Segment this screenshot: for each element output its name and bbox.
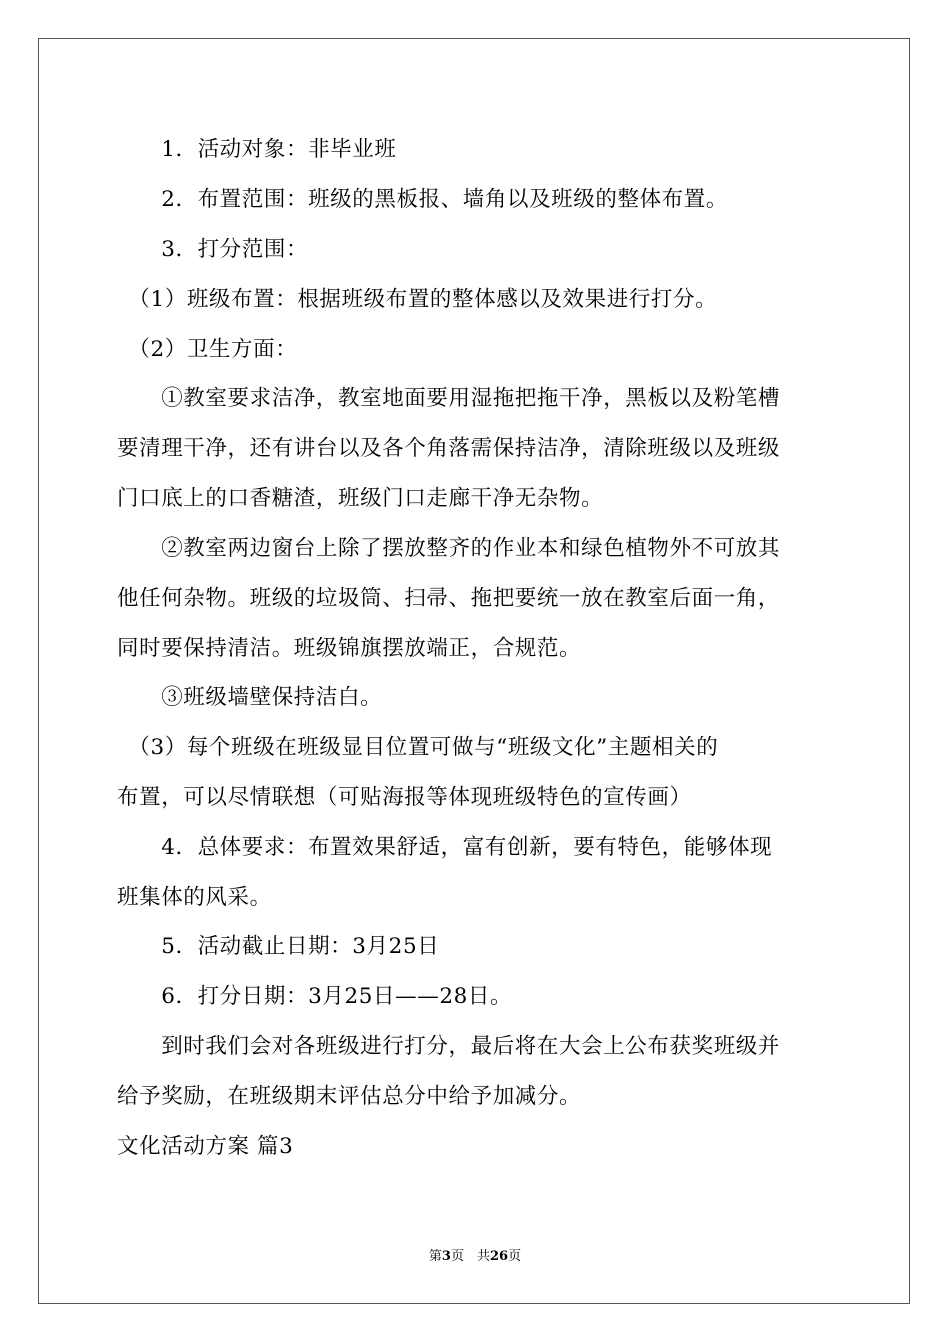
text-line: 4．总体要求：布置效果舒适，富有创新，要有特色，能够体现 — [117, 835, 773, 860]
page-frame — [38, 38, 910, 1304]
text-line: 6．打分日期：3月25日——28日。 — [117, 984, 513, 1009]
text-line: 给予奖励，在班级期末评估总分中给予加减分。 — [117, 1084, 582, 1109]
text-line: 门口底上的口香糖渣，班级门口走廊干净无杂物。 — [117, 486, 604, 511]
footer-suffix: 页 — [508, 1249, 522, 1264]
text-line: （1）班级布置：根据班级布置的整体感以及效果进行打分。 — [117, 287, 718, 312]
current-page-number: 3 — [441, 1249, 451, 1264]
text-line: 3．打分范围： — [117, 237, 309, 262]
footer-prefix: 第 — [428, 1249, 442, 1264]
page-footer — [0, 1248, 950, 1266]
text-line: ③班级墙壁保持洁白。 — [117, 685, 383, 710]
text-line: 1．活动对象：非毕业班 — [117, 137, 397, 162]
text-line: ②教室两边窗台上除了摆放整齐的作业本和绿色植物外不可放其 — [117, 536, 781, 561]
footer-middle: 页 共 — [450, 1249, 490, 1264]
section-heading: 文化活动方案 篇3 — [117, 1134, 294, 1159]
text-line: 班集体的风采。 — [117, 885, 272, 910]
text-line: 要清理干净，还有讲台以及各个角落需保持洁净，清除班级以及班级 — [117, 436, 781, 461]
text-line: 同时要保持清洁。班级锦旗摆放端正，合规范。 — [117, 636, 582, 661]
text-line: ①教室要求洁净，教室地面要用湿拖把拖干净，黑板以及粉笔槽 — [117, 386, 781, 411]
text-line: （3）每个班级在班级显目位置可做与“班级文化”主题相关的 — [117, 735, 719, 760]
text-line: 到时我们会对各班级进行打分，最后将在大会上公布获奖班级并 — [117, 1034, 781, 1059]
total-page-count: 26 — [489, 1249, 509, 1264]
text-line: （2）卫生方面： — [117, 337, 298, 362]
text-line: 2．布置范围：班级的黑板报、墙角以及班级的整体布置。 — [117, 187, 728, 212]
text-line: 5．活动截止日期：3月25日 — [117, 934, 440, 959]
text-line: 布置，可以尽情联想（可贴海报等体现班级特色的宣传画） — [117, 785, 692, 810]
text-line: 他任何杂物。班级的垃圾筒、扫帚、拖把要统一放在教室后面一角， — [117, 586, 781, 611]
